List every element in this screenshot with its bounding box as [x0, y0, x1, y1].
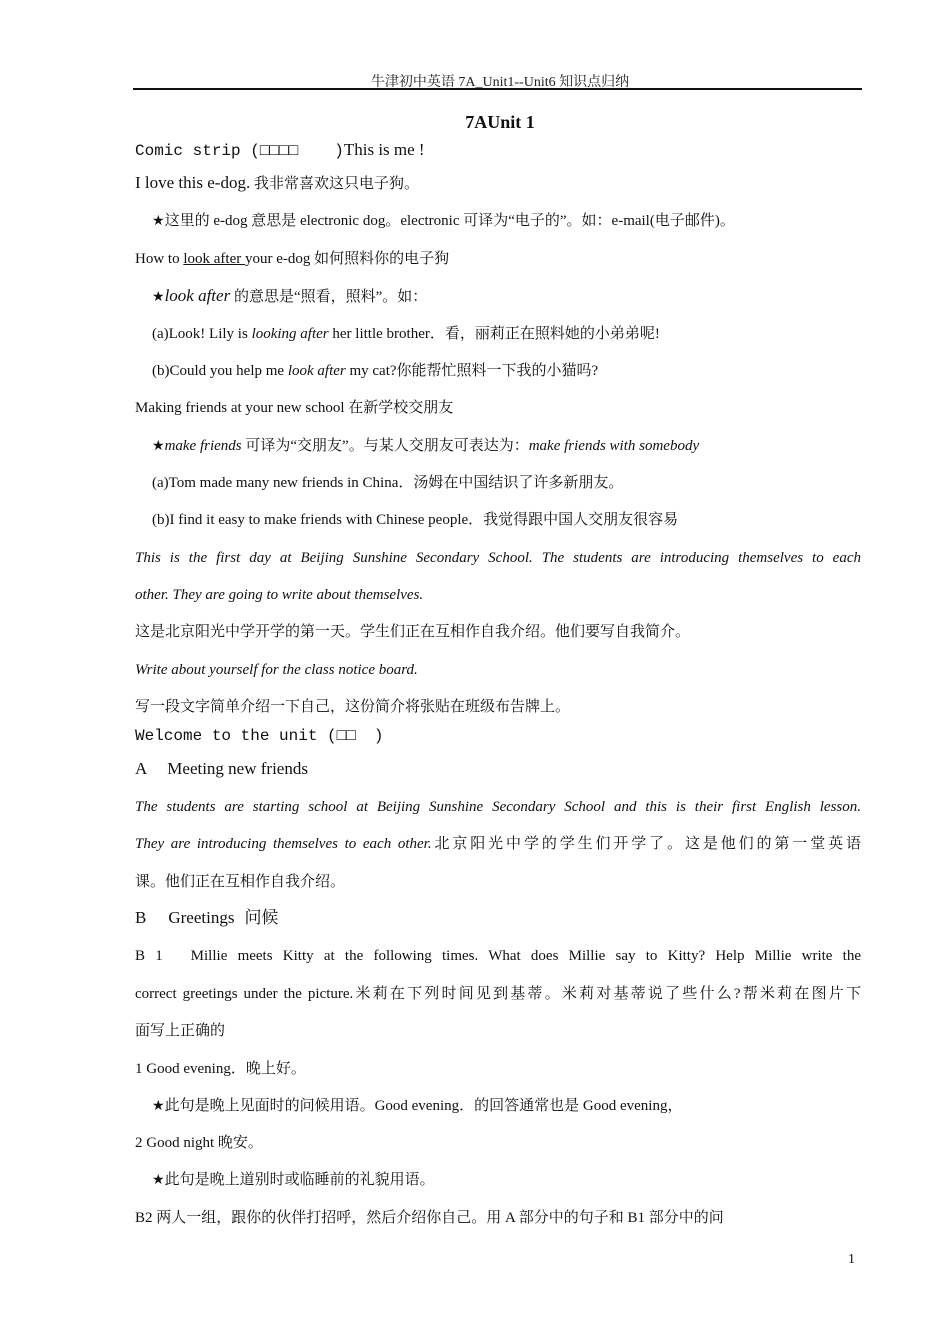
text-segment: my cat?你能帮忙照料一下我的小猫吗? — [345, 363, 599, 379]
section-letter: A — [135, 759, 148, 778]
section-title-zh: 问候 — [244, 908, 279, 927]
greeting-1: 1 Good evening．晚上好。 — [135, 1061, 306, 1077]
welcome-close: ) — [373, 727, 384, 745]
note-greeting-2 — [152, 1170, 878, 1190]
b2-instruction: B2 两人一组，跟你的伙伴打招呼，然后介绍你自己。用 A 部分中的句子和 B1 部分中的问 — [135, 1210, 724, 1226]
section-a-paragraph-line1: The students are starting school at Beijing Sunshine Secondary School and this is their first English lesson. — [135, 799, 861, 815]
star-icon: ★ — [152, 1172, 165, 1188]
example-b-make-friends: (b)I find it easy to make friends with Chinese people．我觉得跟中国人交朋友很容易 — [152, 512, 679, 528]
line-love-edog — [135, 173, 861, 194]
underlined-phrase: look after — [183, 251, 245, 267]
section-a-heading — [135, 759, 861, 780]
example-b-look-after — [152, 361, 878, 381]
note-text: 此句是晚上见面时的问候用语。Good evening．的回答通常也是 Good evening， — [164, 1098, 683, 1114]
paragraph-first-day-line2: other. They are going to write about themselves. — [135, 587, 424, 603]
note-look-after — [152, 286, 878, 307]
star-icon: ★ — [152, 289, 165, 305]
welcome-heading — [135, 726, 861, 746]
text-segment: They are introducing themselves to each other. — [135, 836, 432, 852]
section-letter: B — [135, 908, 147, 927]
b1-line3: 面写上正确的 — [135, 1023, 226, 1039]
note-text: 的意思是“照看，照料”。如： — [230, 289, 428, 305]
paragraph-first-day-line1: This is the first day at Beijing Sunshine Secondary School. The students are introducing themselves to each — [135, 550, 861, 566]
text-segment: How to — [135, 251, 184, 267]
greeting-2: 2 Good night 晚安。 — [135, 1135, 263, 1151]
paragraph-notice-board-zh: 写一段文字简单介绍一下自己，这份简介将张贴在班级布告牌上。 — [135, 699, 571, 715]
section-title: Greetings — [168, 908, 235, 927]
comic-strip-title: This is me ! — [343, 140, 425, 159]
text-segment: her little brother．看，丽莉正在照料她的小弟弟呢! — [328, 326, 660, 342]
text-segment: your e-dog 如何照料你的电子狗 — [244, 251, 450, 267]
section-a-paragraph-line2 — [135, 834, 861, 854]
star-icon: ★ — [152, 213, 165, 229]
paragraph-first-day-zh: 这是北京阳光中学开学的第一天。学生们正在互相作自我介绍。他们要写自我简介。 — [135, 624, 691, 640]
italic-phrase: make friends with somebody — [528, 438, 700, 454]
italic-phrase: looking after — [251, 326, 329, 342]
comic-strip-heading — [135, 140, 861, 161]
sentence-en: I love this e-dog. — [135, 173, 251, 192]
star-icon: ★ — [152, 1098, 165, 1114]
paragraph-notice-board: Write about yourself for the class notice board. — [135, 662, 418, 678]
text-segment: 北京阳光中学的学生们开学了。这是他们的第一堂英语 — [431, 836, 861, 852]
comic-strip-close: ) — [334, 142, 344, 160]
b1-line1: B 1 Millie meets Kitty at the following times. What does Millie say to Kitty? Help Millie write the — [135, 948, 861, 964]
note-edog — [152, 211, 878, 231]
star-icon: ★ — [152, 438, 165, 454]
italic-phrase: look after — [164, 286, 231, 305]
note-text: 这里的 e-dog 意思是 electronic dog。electronic 可译为“电子的”。如：e-mail(电子邮件)。 — [164, 213, 735, 229]
note-text: 此句是晚上道别时或临睡前的礼貌用语。 — [164, 1172, 435, 1188]
text-segment: 可译为“交朋友”。与某人交朋友可表达为： — [241, 438, 529, 454]
example-a-make-friends: (a)Tom made many new friends in China．汤姆在中国结识了许多新朋友。 — [152, 475, 624, 491]
note-greeting-1 — [152, 1096, 878, 1116]
example-a-look-after — [152, 324, 878, 344]
line-look-after — [135, 249, 861, 269]
text-segment: (b)Could you help me — [152, 363, 288, 379]
welcome-blank: □□ — [336, 727, 356, 745]
section-a-paragraph-line3: 课。他们正在互相作自我介绍。 — [135, 874, 346, 890]
line-making-friends: Making friends at your new school 在新学校交朋友 — [135, 400, 454, 416]
italic-phrase: make friends — [164, 438, 242, 454]
welcome-label: Welcome to the unit ( — [135, 727, 337, 745]
section-title: Meeting new friends — [167, 759, 308, 778]
text-segment: (a)Look! Lily is — [152, 326, 252, 342]
comic-strip-label: Comic strip ( — [135, 142, 260, 160]
b1-line2: correct greetings under the picture.米莉在下列时间见到基蒂。米莉对基蒂说了些什么?帮米莉在图片下 — [135, 986, 861, 1002]
section-b-heading — [135, 908, 861, 929]
running-header: 牛津初中英语 7A_Unit1--Unit6 知识点归纳 — [370, 75, 630, 90]
sentence-zh: 我非常喜欢这只电子狗。 — [253, 176, 419, 192]
italic-phrase: look after — [287, 363, 346, 379]
note-make-friends — [152, 436, 878, 456]
header-rule — [133, 88, 862, 90]
unit-title: 7AUnit 1 — [465, 112, 535, 132]
page-number: 1 — [848, 1252, 855, 1267]
comic-strip-blank: □□□□ — [259, 142, 299, 160]
